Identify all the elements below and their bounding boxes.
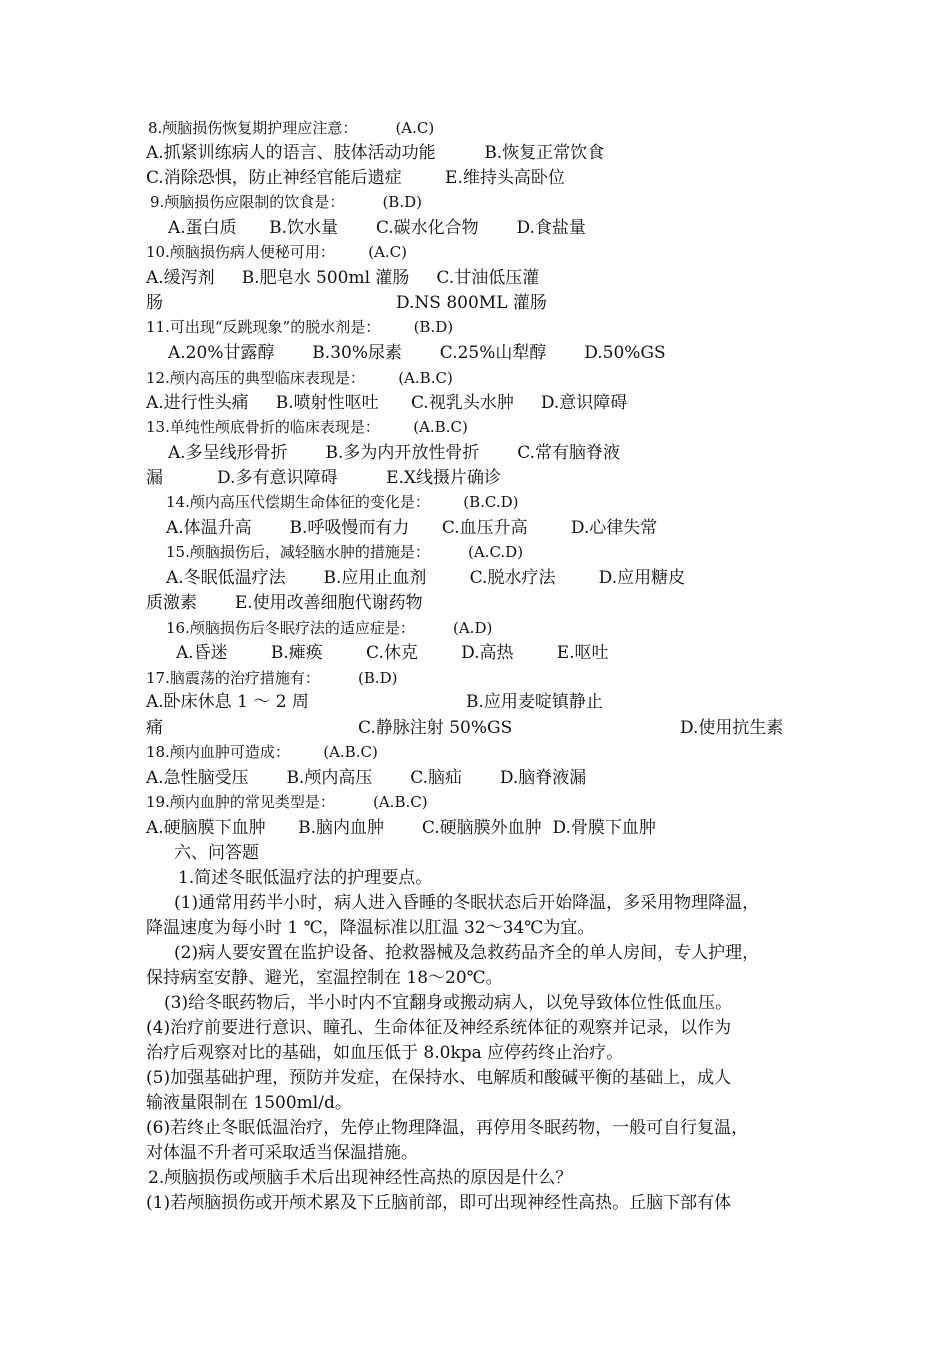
question-11-options: A.20%甘露醇 B.30%尿素 C.25%山犁醇 D.50%GS (168, 343, 666, 363)
question-19-options: A.硬脑膜下血肿 B.脑内血肿 C.硬脑膜外血肿 D.骨膜下血肿 (146, 818, 656, 838)
essay-1-point-4-line-2: 治疗后观察对比的基础，如血压低于 8.0kpa 应停药终止治疗。 (146, 1043, 624, 1063)
essay-1-point-6-line-2: 对体温不升者可采取适当保温措施。 (146, 1143, 418, 1163)
question-17-option-d: D.使用抗生素 (680, 718, 784, 738)
question-17-option-a: A.卧床休息 1 ～ 2 周 (146, 692, 309, 712)
question-8-options-line-1: A.抓紧训练病人的语言、肢体活动功能 B.恢复正常饮食 (146, 143, 605, 163)
question-17: 17.脑震荡的治疗措施有： (B.D) (146, 669, 398, 687)
essay-1-point-2-line-1: (2)病人要安置在监护设备、抢救器械及急救药品齐全的单人房间，专人护理， (174, 943, 760, 963)
question-16-options: A.昏迷 B.瘫痪 C.休克 D.高热 E.呕吐 (176, 643, 609, 663)
essay-1-point-1-line-1: (1)通常用药半小时，病人进入昏睡的冬眠状态后开始降温，多采用物理降温， (174, 893, 760, 913)
question-17-option-b: B.应用麦啶镇静止 (466, 692, 603, 712)
essay-question-2: 2.颅脑损伤或颅脑手术后出现神经性高热的原因是什么？ (148, 1168, 573, 1188)
essay-1-point-2-line-2: 保持病室安静、避光，室温控制在 18～20℃。 (146, 968, 503, 988)
essay-question-1: 1.简述冬眠低温疗法的护理要点。 (178, 868, 433, 888)
essay-1-point-5-line-1: (5)加强基础护理，预防并发症，在保持水、电解质和酸碱平衡的基础上，成人 (146, 1068, 732, 1088)
essay-2-point-1: (1)若颅脑损伤或开颅术累及下丘脑前部，即可出现神经性高热。丘脑下部有体 (146, 1193, 732, 1213)
section-6-heading: 六、问答题 (174, 843, 259, 863)
question-9-options: A.蛋白质 B.饮水量 C.碳水化合物 D.食盐量 (168, 218, 586, 238)
essay-1-point-5-line-2: 输液量限制在 1500ml/d。 (146, 1093, 352, 1113)
question-9: 9.颅脑损伤应限制的饮食是： (B.D) (150, 193, 422, 211)
question-13-options-line-2: 漏 D.多有意识障碍 E.X线摄片确诊 (146, 468, 502, 488)
question-15: 15.颅脑损伤后，减轻脑水肿的措施是： (A.C.D) (166, 543, 524, 561)
question-10-options-line-2a: 肠 (146, 293, 163, 313)
question-19: 19.颅内血肿的常见类型是： (A.B.C) (146, 793, 428, 811)
question-17-option-c: C.静脉注射 50%GS (358, 718, 513, 738)
question-12-options: A.进行性头痛 B.喷射性呕吐 C.视乳头水肿 D.意识障碍 (146, 393, 628, 413)
question-16: 16.颅脑损伤后冬眠疗法的适应症是： (A.D) (166, 619, 493, 637)
question-8: 8.颅脑损伤恢复期护理应注意： (A.C) (148, 119, 435, 137)
question-10-options-line-1: A.缓泻剂 B.肥皂水 500ml 灌肠 C.甘油低压灌 (146, 268, 540, 288)
question-18-options: A.急性脑受压 B.颅内高压 C.脑疝 D.脑脊液漏 (146, 768, 587, 788)
question-11: 11.可出现“反跳现象”的脱水剂是： (B.D) (146, 318, 454, 336)
question-15-options-line-1: A.冬眠低温疗法 B.应用止血剂 C.脱水疗法 D.应用糖皮 (166, 568, 686, 588)
essay-1-point-1-line-2: 降温速度为每小时 1 ℃，降温标准以肛温 32～34℃为宜。 (146, 918, 595, 938)
question-13: 13.单纯性颅底骨折的临床表现是： (A.B.C) (146, 418, 468, 436)
essay-1-point-6-line-1: (6)若终止冬眠低温治疗，先停止物理降温，再停用冬眠药物，一般可自行复温， (146, 1118, 749, 1138)
essay-1-point-4-line-1: (4)治疗前要进行意识、瞳孔、生命体征及神经系统体征的观察并记录，以作为 (146, 1018, 732, 1038)
question-8-options-line-2: C.消除恐惧，防止神经官能后遗症 E.维持头高卧位 (146, 168, 565, 188)
essay-1-point-3: (3)给冬眠药物后，半小时内不宜翻身或搬动病人，以免导致体位性低血压。 (164, 993, 733, 1013)
question-14-options: A.体温升高 B.呼吸慢而有力 C.血压升高 D.心律失常 (166, 518, 658, 538)
question-15-options-line-2: 质激素 E.使用改善细胞代谢药物 (146, 593, 423, 613)
question-10-options-line-2b: D.NS 800ML 灌肠 (396, 293, 547, 313)
question-18: 18.颅内血肿可造成： (A.B.C) (146, 743, 378, 761)
question-14: 14.颅内高压代偿期生命体征的变化是： (B.C.D) (166, 493, 519, 511)
question-17-option-b-cont: 痛 (146, 718, 163, 738)
question-10: 10.颅脑损伤病人便秘可用： (A.C) (146, 243, 408, 261)
question-13-options-line-1: A.多呈线形骨折 B.多为内开放性骨折 C.常有脑脊液 (168, 443, 621, 463)
question-12: 12.颅内高压的典型临床表现是： (A.B.C) (146, 369, 453, 387)
